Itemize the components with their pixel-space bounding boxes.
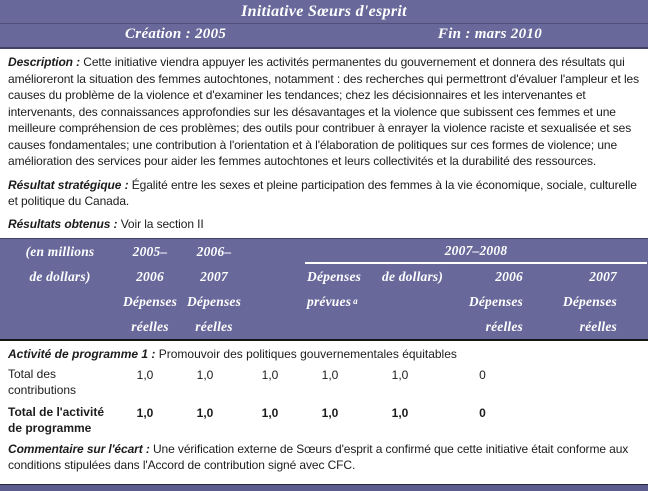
program-activity-text: Promouvoir des politiques gouvernementales équitables: [158, 347, 457, 361]
variance-comment-paragraph: [8, 442, 639, 473]
col-de-dollars: de dollars): [382, 268, 444, 284]
row-label: Total des contributions: [8, 367, 77, 397]
variance-comment-text: Une vérification externe de Sœurs d'esprit a confirmé que cette initiative était conforme aux conditions stipulées dans l'Accord de contribution signé avec CFC.: [8, 442, 629, 472]
row-value: 0: [479, 368, 486, 382]
spending-table-header: [0, 238, 648, 341]
col-2006-2007-line1: 2006–: [196, 243, 232, 259]
description-label: Description :: [8, 55, 81, 69]
description-paragraph: [8, 54, 639, 170]
creation-date: Création : 2005: [125, 26, 227, 42]
col-millions-line1: (en millions: [25, 243, 95, 259]
description-text: Cette initiative viendra appuyer les activités permanentes du gouvernement et donnera des résultats qui amélioreront la situation des femmes autochtones, notamment : des recherches qui permettront d'évaluer l'ampleur et les causes du problème de la violence et d'examiner les tendances; chez les décisionnaires et les intervenantes et intervenants, des connaissances approfondies sur les désavantages et la violence que subissent ces femmes et une meilleure compréhension de ces problèmes; des outils pour contribuer à enrayer la violence raciste et sexualisée et ses causes fondamentales; une contribution à l'orientation et à l'élaboration de politiques sur ces formes de violence; une amélioration des services pour aider les femmes autochtones et leurs collectivités et la durabilité des ressources.: [8, 55, 640, 168]
row-value: 1,0: [391, 406, 409, 420]
program-activity-label: Activité de programme 1 :: [8, 347, 156, 361]
end-date: Fin : mars 2010: [437, 26, 542, 42]
initiative-title: Initiative Sœurs d'esprit: [241, 3, 407, 20]
col-2007-reelles-line1: 2007: [589, 268, 617, 284]
strategic-result-text: Égalité entre les sexes et pleine participation des femmes à la vie économique, sociale, culturelle et politique du Canada.: [8, 177, 637, 208]
results-obtained-label: Résultats obtenus :: [8, 216, 118, 231]
span-2007-2008: 2007–2008: [305, 239, 647, 264]
strategic-result-paragraph: [8, 177, 639, 210]
col-2006-reelles-line3: réelles: [485, 318, 523, 334]
row-value: 1,0: [321, 368, 339, 382]
col-2006-2007-line4: réelles: [195, 318, 233, 334]
col-2006-2007-line2: 2007: [200, 268, 228, 284]
results-obtained-text: Voir la section II: [120, 216, 204, 231]
strategic-result-label: Résultat stratégique :: [8, 177, 129, 192]
title-bar-dates: [0, 23, 648, 43]
table-row-total-activity: [0, 405, 648, 436]
col-depenses-prevues-line1: Dépenses: [307, 268, 362, 284]
col-2005-2006-line1: 2005–: [132, 243, 168, 259]
bottom-border-bar: [0, 484, 648, 491]
row-value: 1,0: [261, 406, 279, 420]
col-depenses-prevues-line2: [305, 289, 380, 314]
row-value: 1,0: [196, 406, 214, 420]
col-2007-reelles-line3: réelles: [579, 318, 617, 334]
col-2006-reelles-line2: Dépenses: [468, 293, 523, 309]
row-value: 1,0: [196, 368, 214, 382]
col-2006-reelles-line1: 2006: [495, 268, 523, 284]
footnote-a-marker: a: [353, 295, 358, 306]
col-2005-2006-line4: réelles: [131, 318, 169, 334]
row-value: 1,0: [136, 406, 154, 420]
results-obtained-paragraph: [8, 216, 639, 233]
table-row-total-contributions: [0, 367, 648, 398]
col-2006-2007-line3: Dépenses: [186, 293, 242, 309]
row-label: Total de l'activité de programme: [8, 405, 104, 435]
col-2005-2006-line3: Dépenses: [122, 293, 178, 309]
variance-comment-label: Commentaire sur l'écart :: [8, 442, 150, 456]
row-value: 1,0: [321, 406, 339, 420]
row-value: 0: [479, 406, 486, 420]
col-millions-line2: de dollars): [29, 268, 91, 284]
prevues-text: prévues: [307, 293, 352, 309]
row-value: 1,0: [136, 368, 154, 382]
program-activity-line: [0, 341, 648, 364]
col-2007-reelles-line2: Dépenses: [562, 293, 617, 309]
title-bar: [0, 0, 648, 49]
col-2005-2006-line2: 2006: [136, 268, 164, 284]
row-value: 1,0: [391, 368, 409, 382]
row-value: 1,0: [261, 368, 279, 382]
